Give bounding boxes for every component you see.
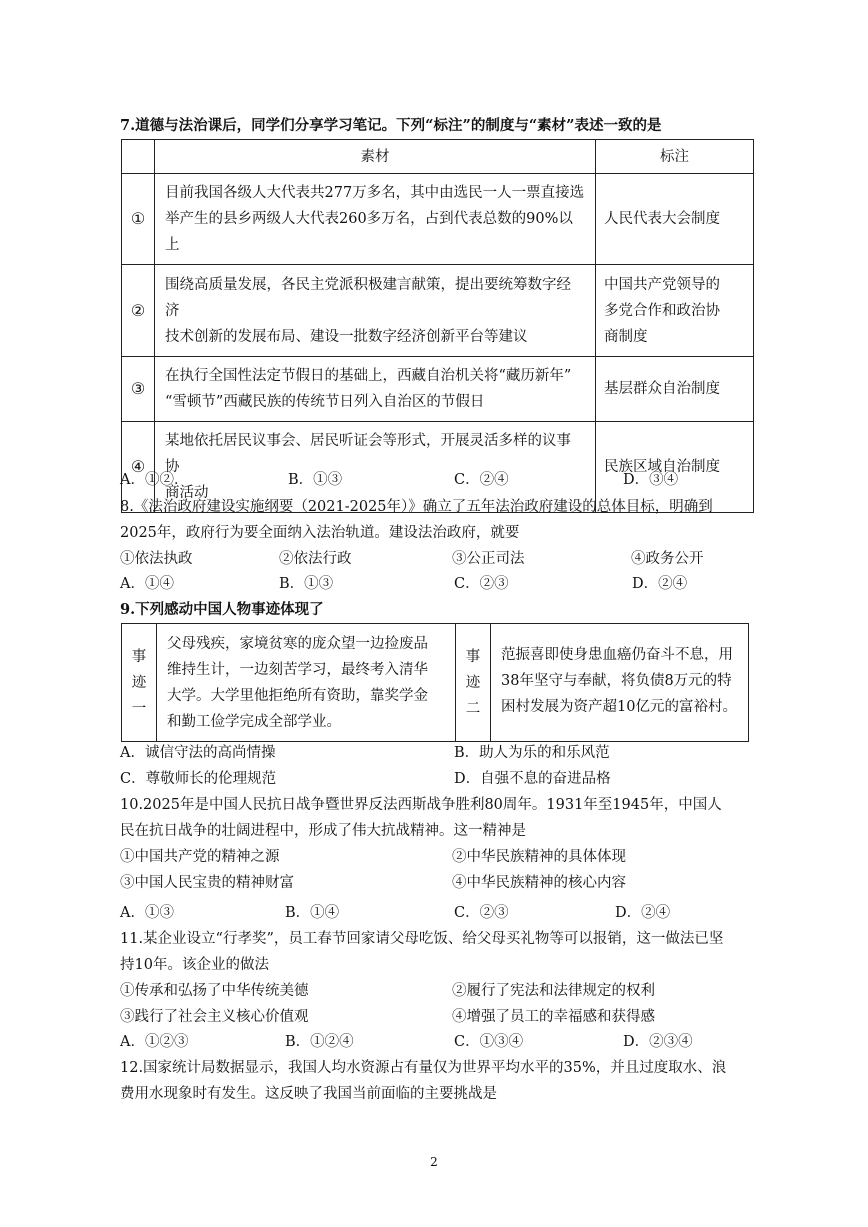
q7-row-2-tag-line3: 商制度 [604,328,648,345]
q7-row-4-tag: 民族区域自治制度 [596,422,754,513]
q9-option-b: B．助人为乐的和乐风范 [454,745,610,761]
q9-table [121,623,749,742]
q9-story-1-text [157,624,456,742]
q7-row-3-tag: 基层群众自治制度 [596,357,754,422]
q8-option-b: B．①③ [279,576,334,592]
q9-story-2-label [456,624,491,742]
q7-row-2-material-line2: 技术创新的发展布局、建设一批数字经济创新平台等建议 [165,328,528,345]
q9-option-a: A．诚信守法的高尚情操 [120,745,276,761]
q9-story-2-text [491,624,749,742]
q9-stem: 9.下列感动中国人物事迹体现了 [120,601,324,618]
q10-item-3: ③中国人民宝贵的精神财富 [120,875,294,891]
q7-row-4-num: ④ [122,422,155,513]
q8-item-1: ①依法执政 [120,551,193,567]
q7-row-1-tag: 人民代表大会制度 [596,174,754,265]
q11-option-a: A．①②③ [120,1034,189,1050]
q11-item-3: ③践行了社会主义核心价值观 [120,1009,309,1025]
q9-story-1-line1: 父母残疾，家境贫寒的庞众望一边捡废品 [167,635,428,652]
q10-stem-line2: 民在抗日战争的壮阔进程中，形成了伟大抗战精神。这一精神是 [120,823,526,839]
q7-row-1-material [155,174,596,265]
q11-option-d: D．②③④ [623,1034,693,1050]
q7-table [121,139,754,513]
q9-story-2-line3: 困村发展为资产超10亿元的富裕村。 [501,699,737,715]
q7-row-2 [122,265,754,357]
q9-story-1-label [122,624,157,742]
q11-stem-line2: 持10年。该企业的做法 [120,957,269,973]
q9-option-c: C．尊敬师长的伦理规范 [120,771,277,787]
q8-item-4: ④政务公开 [631,551,704,567]
q7-row-4-material-line1: 某地依托居民议事会、居民听证会等形式，开展灵活多样的议事协 [165,433,571,475]
q9-option-d: D．自强不息的奋进品格 [454,771,611,787]
q8-option-a: A．①④ [120,576,174,592]
q7-stem: 7.道德与法治课后，同学们分享学习笔记。下列“标注”的制度与“素材”表述一致的是 [120,117,662,134]
q7-row-2-tag [596,265,754,357]
q7-row-2-material [155,265,596,357]
q10-item-4: ④中华民族精神的核心内容 [452,875,626,891]
q10-option-b: B．①④ [285,905,340,921]
q9-story-1-line2: 维持生计，一边刻苦学习，最终考入清华 [167,661,428,678]
q7-header-material: 素材 [155,140,596,174]
q9-story-1-label-char3: 一 [131,700,147,717]
q11-item-1: ①传承和弘扬了中华传统美德 [120,983,309,999]
q10-option-a: A．①③ [120,905,174,921]
q10-item-1: ①中国共产党的精神之源 [120,849,280,865]
q11-item-4: ④增强了员工的幸福感和获得感 [452,1009,655,1025]
q8-option-d: D．②④ [632,576,688,592]
q9-story-2-label-char2: 迹 [465,674,481,691]
q7-option-d: D．③④ [623,472,679,488]
q7-row-1 [122,174,754,265]
q12-stem-line1: 12.国家统计局数据显示，我国人均水资源占有量仅为世界平均水平的35%，并且过度取水、浪 [120,1060,727,1076]
q9-story-1-label-char2: 迹 [131,674,147,691]
q8-option-c: C．②③ [454,576,509,592]
q8-item-3: ③公正司法 [452,551,525,567]
q7-option-a: A．①②． [120,472,189,488]
q7-row-3 [122,357,754,422]
q7-row-2-material-line1: 围绕高质量发展，各民主党派积极建言献策，提出要统筹数字经济 [165,276,571,319]
q10-stem-line1: 10.2025年是中国人民抗日战争暨世界反法西斯战争胜利80周年。1931年至1945年，中国人 [120,797,722,813]
q9-story-1-line3: 大学。大学里他拒绝所有资助，靠奖学金 [167,687,428,704]
q7-row-2-num: ② [122,265,155,357]
q7-row-1-material-line1: 目前我国各级人大代表共277万多名，其中由选民一人一票直接选 [165,185,585,201]
q7-header-blank [122,140,155,174]
q9-story-2-label-char1: 事 [465,648,481,665]
q7-row-3-material-line2: “雪顿节”西藏民族的传统节日列入自治区的节假日 [165,394,485,410]
q11-stem-line1: 11.某企业设立“行孝奖”，员工春节回家请父母吃饭、给父母买礼物等可以报销，这一做法已坚 [120,931,724,947]
q7-row-2-tag-line1: 中国共产党领导的 [604,276,720,293]
q7-row-3-material [155,357,596,422]
q12-stem-line2: 费用水现象时有发生。这反映了我国当前面临的主要挑战是 [120,1086,497,1102]
q10-item-2: ②中华民族精神的具体体现 [452,849,626,865]
q9-story-1-label-char1: 事 [131,648,147,665]
q7-row-2-tag-line2: 多党合作和政治协 [604,302,720,319]
q10-option-c: C．②③ [454,905,509,921]
q11-option-b: B．①②④ [285,1034,354,1050]
q9-story-2-line1: 范振喜即使身患血癌仍奋斗不息，用 [501,647,733,663]
q9-story-1-line4: 和勤工俭学完成全部学业。 [167,713,341,730]
q7-row-3-num: ③ [122,357,155,422]
q8-item-2: ②依法行政 [279,551,352,567]
q10-option-d: D．②④ [615,905,671,921]
q7-row-4-material-line2: 商活动 [165,485,209,501]
q9-story-2-label-char3: 二 [465,700,481,717]
q7-option-b: B．①③ [288,472,343,488]
q7-row-1-material-line2: 举产生的县乡两级人大代表260多万名，占到代表总数的90%以上 [165,211,573,253]
q8-stem-line2: 2025年，政府行为要全面纳入法治轨道。建设法治政府，就要 [120,525,520,541]
q7-row-3-material-line1: 在执行全国性法定节假日的基础上，西藏自治机关将“藏历新年” [165,368,572,384]
q7-row-1-num: ① [122,174,155,265]
q7-header-tag: 标注 [596,140,754,174]
q11-item-2: ②履行了宪法和法律规定的权利 [452,983,655,999]
q8-stem-line1: 8.《法治政府建设实施纲要（2021-2025年）》确立了五年法治政府建设的总体目标，明确到 [120,499,713,515]
q9-story-2-line2: 38年坚守与奉献，将负债8万元的特 [501,673,732,689]
q7-option-c: C．②④ [454,472,509,488]
page-number: 2 [430,1155,438,1169]
q11-option-c: C．①③④ [454,1034,524,1050]
